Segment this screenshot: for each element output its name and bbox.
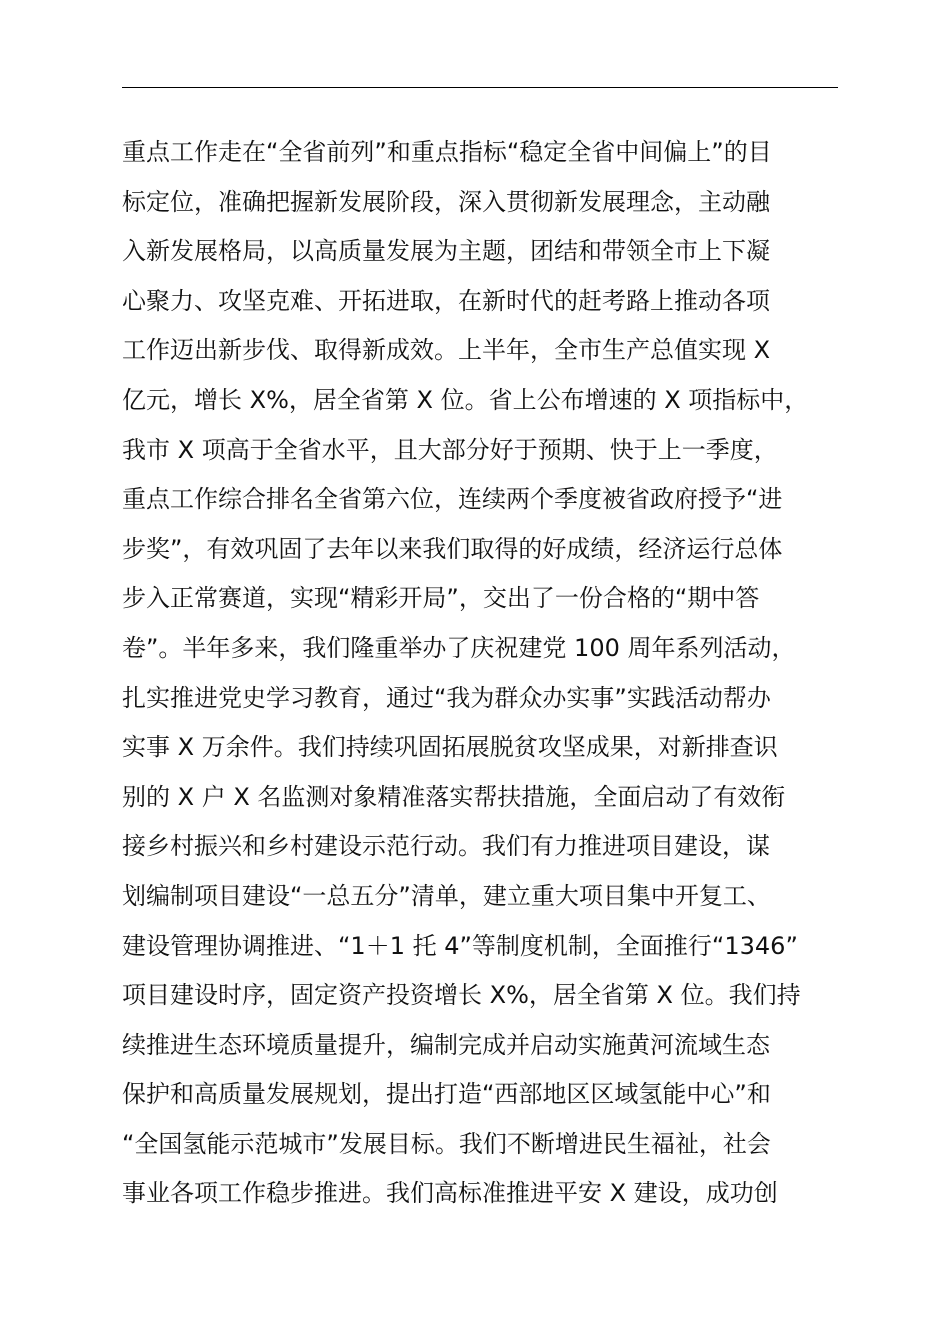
text-line: 重点工作走在“全省前列”和重点指标“稳定全省中间偏上”的目 xyxy=(122,138,772,166)
text-line: 入新发展格局，以高质量发展为主题，团结和带领全市上下凝 xyxy=(122,237,770,266)
text-line: 接乡村振兴和乡村建设示范行动。我们有力推进项目建设，谋 xyxy=(122,832,770,861)
text-line: 工作迈出新步伐、取得新成效。上半年，全市生产总值实现 X xyxy=(122,336,771,365)
text-line: 扎实推进党史学习教育，通过“我为群众办实事”实践活动帮办 xyxy=(122,683,771,712)
text-line: 重点工作综合排名全省第六位，连续两个季度被省政府授予“进 xyxy=(122,485,783,514)
text-line: 亿元，增长 X%，居全省第 X 位。省上公布增速的 X 项指标中， xyxy=(122,385,809,414)
text-line: 项目建设时序，固定资产投资增长 X%，居全省第 X 位。我们持 xyxy=(122,981,801,1010)
text-line: 事业各项工作稳步推进。我们高标准推进平安 X 建设，成功创 xyxy=(122,1179,778,1208)
text-line: 建设管理协调推进、“1＋1 托 4”等制度机制，全面推行“1346” xyxy=(122,931,798,960)
text-line: 我市 X 项高于全省水平，且大部分好于预期、快于上一季度， xyxy=(122,435,778,464)
text-line: 保护和高质量发展规划，提出打造“西部地区区域氢能中心”和 xyxy=(122,1080,771,1109)
header-rule xyxy=(122,87,838,88)
text-line: 步奖”，有效巩固了去年以来我们取得的好成绩，经济运行总体 xyxy=(122,534,783,563)
text-line: 步入正常赛道，实现“精彩开局”，交出了一份合格的“期中答 xyxy=(122,584,760,613)
text-line: 心聚力、攻坚克难、开拓进取，在新时代的赶考路上推动各项 xyxy=(122,286,770,315)
body-paragraph xyxy=(122,128,882,1219)
text-line: 别的 X 户 X 名监测对象精准落实帮扶措施，全面启动了有效衔 xyxy=(122,782,786,811)
text-line: 实事 X 万余件。我们持续巩固拓展脱贫攻坚成果，对新排查识 xyxy=(122,733,778,762)
text-line: 续推进生态环境质量提升，编制完成并启动实施黄河流域生态 xyxy=(122,1030,770,1059)
text-line: 标定位，准确把握新发展阶段，深入贯彻新发展理念，主动融 xyxy=(122,187,770,216)
text-line: “全国氢能示范城市”发展目标。我们不断增进民生福祉，社会 xyxy=(122,1129,771,1158)
text-line: 划编制项目建设“一总五分”清单，建立重大项目集中开复工、 xyxy=(122,881,771,910)
text-line: 卷”。半年多来，我们隆重举办了庆祝建党 100 周年系列活动， xyxy=(122,633,796,662)
